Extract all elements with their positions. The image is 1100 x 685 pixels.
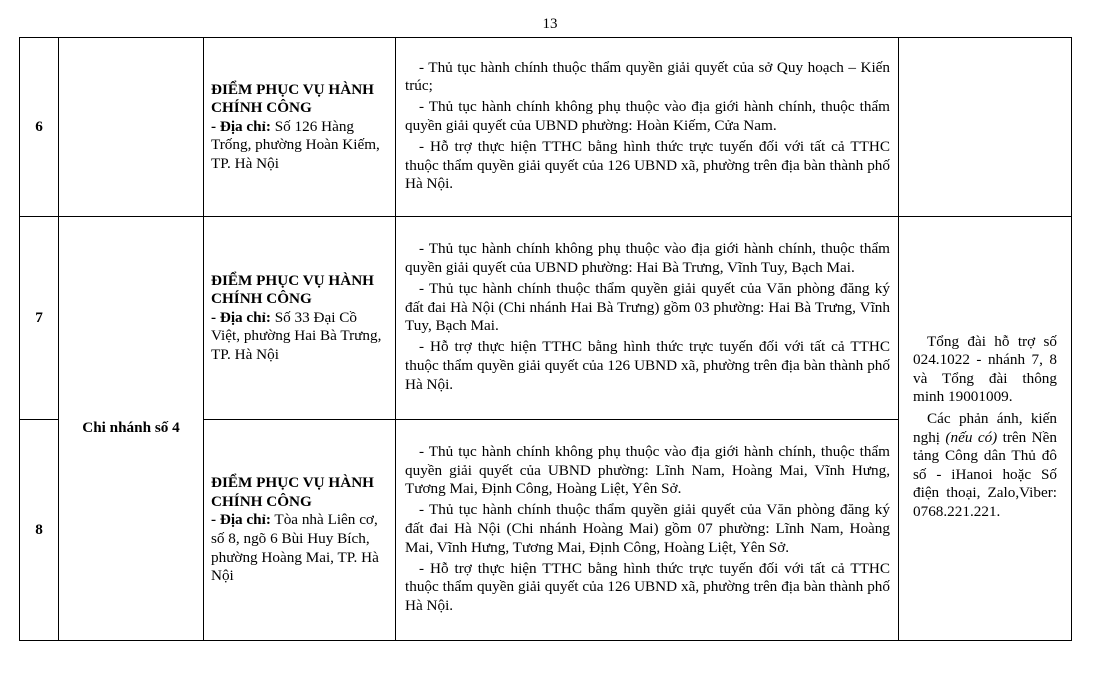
hotline-text: Tổng đài hỗ trợ số 024.1022 - nhánh 7, 8 và Tổng đài thông minh 19001009. xyxy=(913,332,1057,406)
contact-cell-empty xyxy=(899,38,1072,217)
procedure-item: - Thủ tục hành chính không phụ thuộc vào địa giới hành chính, thuộc thẩm quyền giải quyết của UBND phường: Hoàn Kiếm, Cửa Nam. xyxy=(405,98,890,134)
branch-cell-empty xyxy=(59,38,204,217)
table-row xyxy=(20,217,1072,420)
office-cell xyxy=(204,420,396,641)
service-points-table xyxy=(19,37,1072,641)
branch-name: Chi nhánh số 4 xyxy=(59,217,204,641)
procedure-item: - Thủ tục hành chính không phụ thuộc vào địa giới hành chính, thuộc thẩm quyền giải quyết của UBND phường: Hai Bà Trưng, Vĩnh Tuy, Bạch Mai. xyxy=(405,240,890,276)
contact-cell xyxy=(899,217,1072,641)
procedure-item: - Hỗ trợ thực hiện TTHC bằng hình thức trực tuyến đối với tất cả TTHC thuộc thẩm quyền giải quyết của 126 UBND xã, phường trên địa bàn thành phố Hà Nội. xyxy=(405,138,890,193)
office-title: ĐIỂM PHỤC VỤ HÀNH CHÍNH CÔNG xyxy=(211,271,374,308)
feedback-before: Các phản ánh, kiến nghị xyxy=(913,409,1057,446)
office-title: ĐIỂM PHỤC VỤ HÀNH CHÍNH CÔNG xyxy=(211,80,374,117)
address-text: Số 126 Hàng Trống, phường Hoàn Kiếm, TP. Hà Nội xyxy=(211,117,380,172)
row-number: 7 xyxy=(20,217,59,420)
procedure-item: - Hỗ trợ thực hiện TTHC bằng hình thức trực tuyến đối với tất cả TTHC thuộc thẩm quyền giải quyết của 126 UBND xã, phường trên địa bàn thành phố Hà Nội. xyxy=(405,338,890,393)
office-address xyxy=(211,309,388,365)
table-row xyxy=(20,38,1072,217)
procedures-cell xyxy=(396,217,899,420)
address-text: Tòa nhà Liên cơ, số 8, ngõ 6 Bùi Huy Bích, phường Hoàng Mai, TP. Hà Nội xyxy=(211,511,379,585)
office-title: ĐIỂM PHỤC VỤ HÀNH CHÍNH CÔNG xyxy=(211,474,374,510)
procedure-item: - Thủ tục hành chính không phụ thuộc vào địa giới hành chính, thuộc thẩm quyền giải quyết của UBND phường: Lĩnh Nam, Hoàng Mai, Vĩnh Hưng, Tương Mai, Định Công, Hoàng Liệt, Yên Sở. xyxy=(405,443,890,498)
feedback-text xyxy=(913,410,1057,522)
procedures-cell xyxy=(396,420,899,641)
office-cell xyxy=(204,38,396,217)
procedure-item: - Hỗ trợ thực hiện TTHC bằng hình thức trực tuyến đối với tất cả TTHC thuộc thẩm quyền giải quyết của 126 UBND xã, phường trên địa bàn thành phố Hà Nội. xyxy=(405,559,890,614)
address-text: Số 33 Đại Cồ Việt, phường Hai Bà Trưng, TP. Hà Nội xyxy=(211,308,382,363)
procedure-item: - Thủ tục hành chính thuộc thẩm quyền giải quyết của Văn phòng đăng ký đất đai Hà Nội (Chi nhánh Hai Bà Trưng) gồm 03 phường: Hai Bà Trưng, Vĩnh Tuy, Bạch Mai. xyxy=(405,280,890,335)
procedure-item: - Thủ tục hành chính thuộc thẩm quyền giải quyết của Văn phòng đăng ký đất đai Hà Nội (Chi nhánh Hoàng Mai) gồm 07 phường: Lĩnh Nam, Hoàng Mai, Vĩnh Hưng, Tương Mai, Định Công, Hoàng Liệt, Yên Sở. xyxy=(405,501,890,556)
procedures-cell xyxy=(396,38,899,217)
address-label: - Địa chỉ: xyxy=(211,117,271,135)
page-number: 13 xyxy=(542,16,558,32)
row-number: 8 xyxy=(20,420,59,641)
feedback-after: trên Nền tảng Công dân Thủ đô số - iHanoi hoặc Số điện thoại, Zalo,Viber: 0768.221.221. xyxy=(913,428,1057,520)
feedback-italic: (nếu có) xyxy=(945,428,998,446)
procedure-item: - Thủ tục hành chính thuộc thẩm quyền giải quyết của sở Quy hoạch – Kiến trúc; xyxy=(405,58,890,95)
office-address xyxy=(211,118,388,174)
office-address xyxy=(211,511,388,585)
address-label: - Địa chỉ: xyxy=(211,511,271,529)
row-number: 6 xyxy=(20,38,59,217)
address-label: - Địa chỉ: xyxy=(211,308,271,326)
office-cell xyxy=(204,217,396,420)
